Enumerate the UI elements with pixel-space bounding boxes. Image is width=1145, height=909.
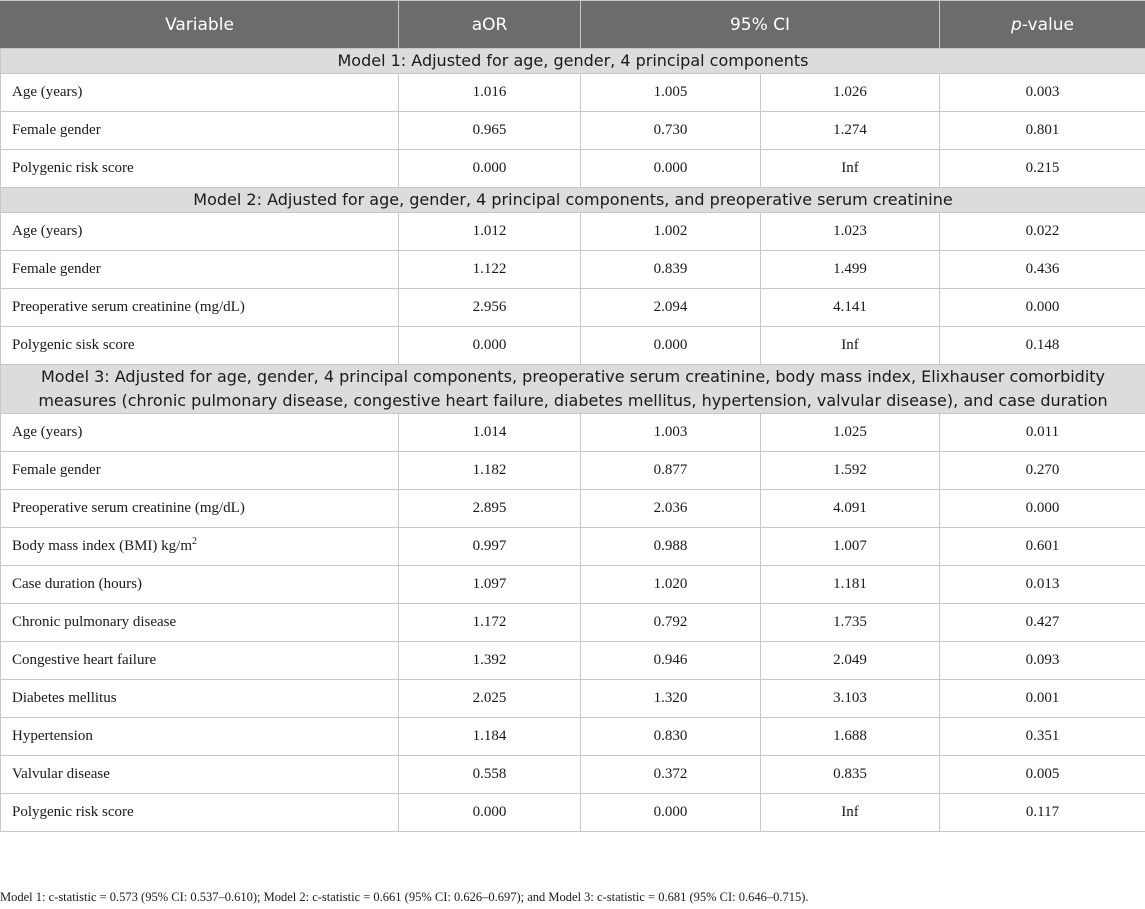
cell-p-value: 0.436 — [940, 251, 1145, 289]
cell-ci-high: Inf — [761, 794, 940, 832]
cell-variable — [1, 327, 399, 365]
cell-p-value: 0.801 — [940, 112, 1145, 150]
cell-ci-high: 1.274 — [761, 112, 940, 150]
cell-aor: 2.025 — [399, 680, 581, 718]
variable-label: Case duration (hours) — [12, 576, 142, 592]
cell-aor: 1.122 — [399, 251, 581, 289]
cell-ci-low: 2.036 — [581, 490, 761, 528]
cell-variable — [1, 150, 399, 188]
cell-ci-high: 2.049 — [761, 642, 940, 680]
cell-ci-low: 0.839 — [581, 251, 761, 289]
cell-ci-high: 1.007 — [761, 528, 940, 566]
cell-ci-low: 0.000 — [581, 794, 761, 832]
header-p-value — [940, 1, 1145, 49]
cell-aor: 0.000 — [399, 794, 581, 832]
table-row — [1, 528, 1145, 566]
cell-variable — [1, 490, 399, 528]
cell-variable — [1, 604, 399, 642]
cell-p-value: 0.215 — [940, 150, 1145, 188]
cell-p-value: 0.000 — [940, 289, 1145, 327]
cell-p-value: 0.427 — [940, 604, 1145, 642]
variable-label: Diabetes mellitus — [12, 690, 117, 706]
header-p-rest: -value — [1021, 14, 1074, 35]
model-header-row — [1, 188, 1145, 213]
cell-ci-low: 0.792 — [581, 604, 761, 642]
cell-ci-low: 0.372 — [581, 756, 761, 794]
cell-p-value: 0.022 — [940, 213, 1145, 251]
header-row — [1, 1, 1145, 49]
cell-ci-low: 1.020 — [581, 566, 761, 604]
variable-label: Congestive heart failure — [12, 652, 157, 668]
header-p-italic: p — [1011, 14, 1022, 35]
cell-variable — [1, 74, 399, 112]
cell-ci-low: 2.094 — [581, 289, 761, 327]
variable-superscript: 2 — [192, 536, 197, 547]
cell-aor: 0.997 — [399, 528, 581, 566]
table-row — [1, 756, 1145, 794]
cell-variable — [1, 528, 399, 566]
model-header-row — [1, 365, 1145, 414]
variable-label: Polygenic risk score — [12, 804, 134, 820]
model-title: Model 2: Adjusted for age, gender, 4 principal components, and preoperative serum creatinine — [1, 188, 1145, 213]
table-row — [1, 213, 1145, 251]
table-row — [1, 251, 1145, 289]
cell-aor: 1.016 — [399, 74, 581, 112]
cell-ci-high: Inf — [761, 150, 940, 188]
variable-label: Chronic pulmonary disease — [12, 614, 177, 630]
cell-variable — [1, 452, 399, 490]
variable-label: Body mass index (BMI) kg/m — [12, 538, 192, 554]
table-row — [1, 490, 1145, 528]
cell-variable — [1, 112, 399, 150]
cell-aor: 2.956 — [399, 289, 581, 327]
cell-p-value: 0.093 — [940, 642, 1145, 680]
cell-aor: 1.392 — [399, 642, 581, 680]
cell-ci-high: Inf — [761, 327, 940, 365]
cell-ci-high: 1.181 — [761, 566, 940, 604]
cell-aor: 0.000 — [399, 150, 581, 188]
variable-label: Hypertension — [12, 728, 93, 744]
footnote: Model 1: c-statistic = 0.573 (95% CI: 0.537–0.610); Model 2: c-statistic = 0.661 (95% CI: 0.626–0.697); and Model 3: c-statistic = 0.681 (95% CI: 0.646–0.715). — [0, 890, 809, 904]
table-row — [1, 452, 1145, 490]
cell-variable — [1, 251, 399, 289]
cell-p-value: 0.270 — [940, 452, 1145, 490]
cell-aor: 2.895 — [399, 490, 581, 528]
table-row — [1, 112, 1145, 150]
cell-variable — [1, 289, 399, 327]
variable-label: Age (years) — [12, 424, 83, 440]
cell-ci-low: 1.003 — [581, 414, 761, 452]
cell-ci-high: 1.735 — [761, 604, 940, 642]
variable-label: Valvular disease — [12, 766, 110, 782]
cell-aor: 1.097 — [399, 566, 581, 604]
cell-variable — [1, 414, 399, 452]
cell-ci-low: 1.002 — [581, 213, 761, 251]
cell-ci-low: 0.730 — [581, 112, 761, 150]
table-row — [1, 414, 1145, 452]
model-header-row — [1, 49, 1145, 74]
cell-aor: 0.558 — [399, 756, 581, 794]
cell-p-value: 0.148 — [940, 327, 1145, 365]
table-row — [1, 327, 1145, 365]
table-row — [1, 680, 1145, 718]
cell-aor: 0.000 — [399, 327, 581, 365]
cell-ci-high: 1.688 — [761, 718, 940, 756]
cell-ci-high: 1.026 — [761, 74, 940, 112]
table-row — [1, 794, 1145, 832]
cell-ci-high: 0.835 — [761, 756, 940, 794]
cell-ci-high: 1.592 — [761, 452, 940, 490]
table-body — [1, 49, 1145, 832]
cell-variable — [1, 213, 399, 251]
variable-label: Polygenic sisk score — [12, 337, 135, 353]
table-row — [1, 566, 1145, 604]
variable-label: Polygenic risk score — [12, 160, 134, 176]
cell-ci-high: 3.103 — [761, 680, 940, 718]
variable-label: Age (years) — [12, 223, 83, 239]
cell-variable — [1, 718, 399, 756]
cell-p-value: 0.601 — [940, 528, 1145, 566]
cell-p-value: 0.001 — [940, 680, 1145, 718]
cell-p-value: 0.351 — [940, 718, 1145, 756]
cell-aor: 1.182 — [399, 452, 581, 490]
cell-variable — [1, 642, 399, 680]
table-row — [1, 150, 1145, 188]
cell-ci-high: 1.025 — [761, 414, 940, 452]
header-aor: aOR — [399, 1, 581, 49]
variable-label: Female gender — [12, 122, 101, 138]
cell-aor: 1.014 — [399, 414, 581, 452]
cell-ci-low: 0.000 — [581, 150, 761, 188]
variable-label: Preoperative serum creatinine (mg/dL) — [12, 500, 245, 516]
table-row — [1, 642, 1145, 680]
cell-p-value: 0.003 — [940, 74, 1145, 112]
cell-variable — [1, 756, 399, 794]
cell-ci-high: 4.091 — [761, 490, 940, 528]
cell-p-value: 0.117 — [940, 794, 1145, 832]
cell-ci-low: 1.005 — [581, 74, 761, 112]
cell-aor: 1.012 — [399, 213, 581, 251]
cell-ci-high: 1.499 — [761, 251, 940, 289]
cell-variable — [1, 680, 399, 718]
cell-aor: 1.172 — [399, 604, 581, 642]
cell-ci-low: 0.988 — [581, 528, 761, 566]
cell-ci-high: 1.023 — [761, 213, 940, 251]
cell-p-value: 0.013 — [940, 566, 1145, 604]
variable-label: Preoperative serum creatinine (mg/dL) — [12, 299, 245, 315]
cell-p-value: 0.000 — [940, 490, 1145, 528]
variable-label: Female gender — [12, 462, 101, 478]
cell-ci-low: 0.946 — [581, 642, 761, 680]
variable-label: Age (years) — [12, 84, 83, 100]
cell-p-value: 0.011 — [940, 414, 1145, 452]
cell-ci-low: 1.320 — [581, 680, 761, 718]
header-variable: Variable — [1, 1, 399, 49]
cell-ci-high: 4.141 — [761, 289, 940, 327]
cell-ci-low: 0.830 — [581, 718, 761, 756]
table-row — [1, 718, 1145, 756]
cell-ci-low: 0.877 — [581, 452, 761, 490]
table-row — [1, 289, 1145, 327]
table-row — [1, 604, 1145, 642]
cell-p-value: 0.005 — [940, 756, 1145, 794]
cell-variable — [1, 566, 399, 604]
cell-variable — [1, 794, 399, 832]
table-row — [1, 74, 1145, 112]
header-ci: 95% CI — [581, 1, 940, 49]
cell-ci-low: 0.000 — [581, 327, 761, 365]
model-title: Model 1: Adjusted for age, gender, 4 principal components — [1, 49, 1145, 74]
model-title: Model 3: Adjusted for age, gender, 4 principal components, preoperative serum creatinine, body mass index, Elixhauser comorbidity measures (chronic pulmonary disease, congestive heart failure, diabetes mellitus, hypertension, valvular disease), and case duration — [1, 365, 1145, 414]
cell-aor: 1.184 — [399, 718, 581, 756]
variable-label: Female gender — [12, 261, 101, 277]
cell-aor: 0.965 — [399, 112, 581, 150]
